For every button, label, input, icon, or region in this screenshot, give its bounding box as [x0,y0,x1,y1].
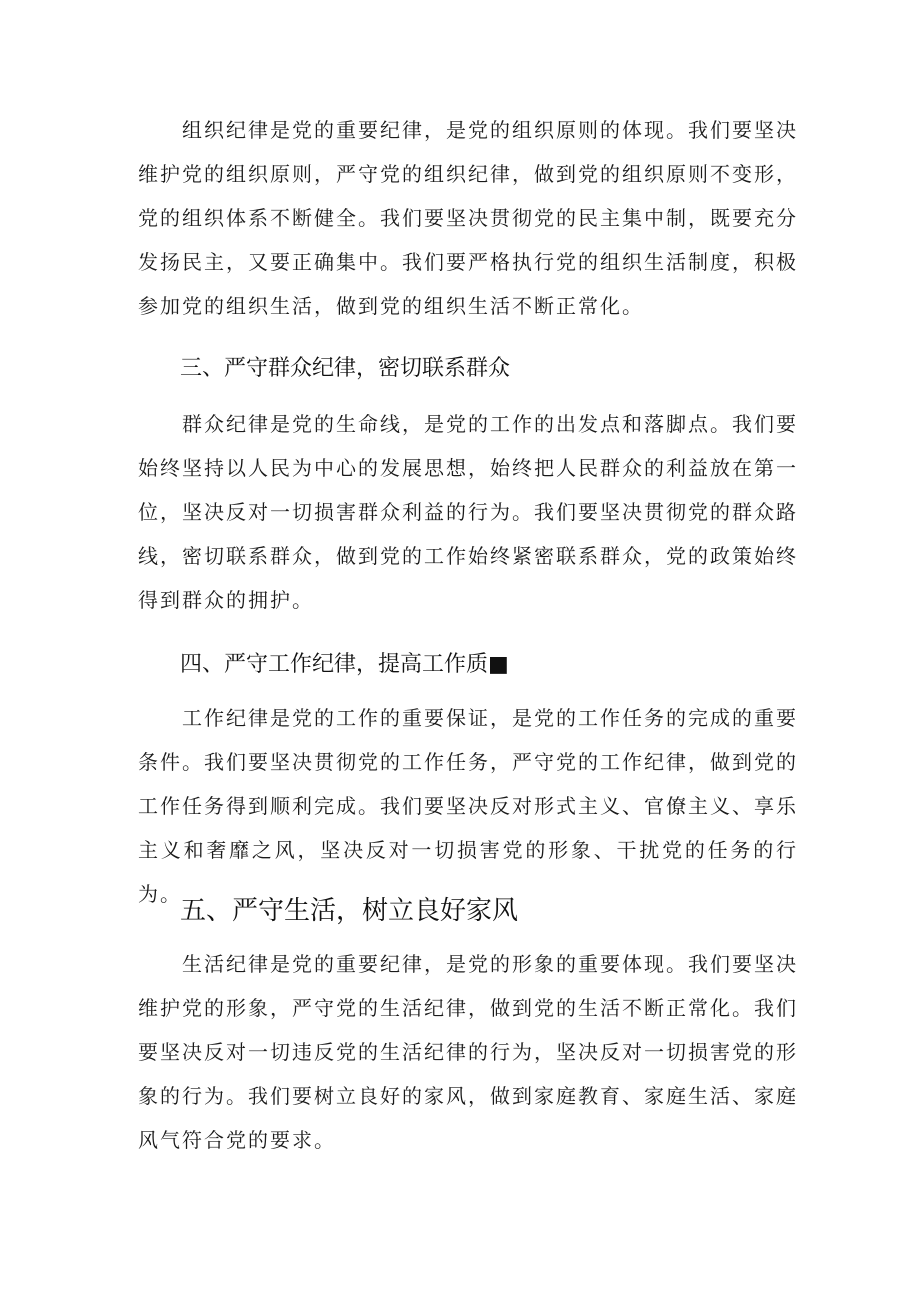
section-heading-mass-discipline: 三、严守群众纪律，密切联系群众 [180,356,511,381]
paragraph-life-discipline: 生活纪律是党的重要纪律，是党的形象的重要体现。我们要坚决维护党的形象，严守党的生活纪律，做到党的生活不断正常化。我们要坚决反对一切违反党的生活纪律的行为，坚决反对一切损害党的形象的行为。我们要树立良好的家风，做到家庭教育、家庭生活、家庭风气符合党的要求。 [138,952,798,1152]
paragraph-mass-discipline: 群众纪律是党的生命线，是党的工作的出发点和落脚点。我们要始终坚持以人民为中心的发展思想，始终把人民群众的利益放在第一位，坚决反对一切损害群众利益的行为。我们要坚决贯彻党的群众路线，密切联系群众，做到党的工作始终紧密联系群众，党的政策始终得到群众的拥护。 [138,412,798,612]
section-heading-work-discipline: 四、严守工作纪律，提高工作质■ [180,652,509,677]
paragraph-work-discipline: 工作纪律是党的工作的重要保证，是党的工作任务的完成的重要条件。我们要坚决贯彻党的工作任务，严守党的工作纪律，做到党的工作任务得到顺利完成。我们要坚决反对形式主义、官僚主义、享乐主义和奢靡之风，坚决反对一切损害党的形象、干扰党的任务的行为。 [138,706,798,906]
paragraph-organization-discipline: 组织纪律是党的重要纪律，是党的组织原则的体现。我们要坚决维护党的组织原则，严守党的组织纪律，做到党的组织原则不变形，党的组织体系不断健全。我们要坚决贯彻党的民主集中制，既要充分发扬民主，又要正确集中。我们要严格执行党的组织生活制度，积极参加党的组织生活，做到党的组织生活不断正常化。 [138,118,798,318]
section-heading-life-discipline: 五、严守生活，树立良好家风 [180,896,519,926]
